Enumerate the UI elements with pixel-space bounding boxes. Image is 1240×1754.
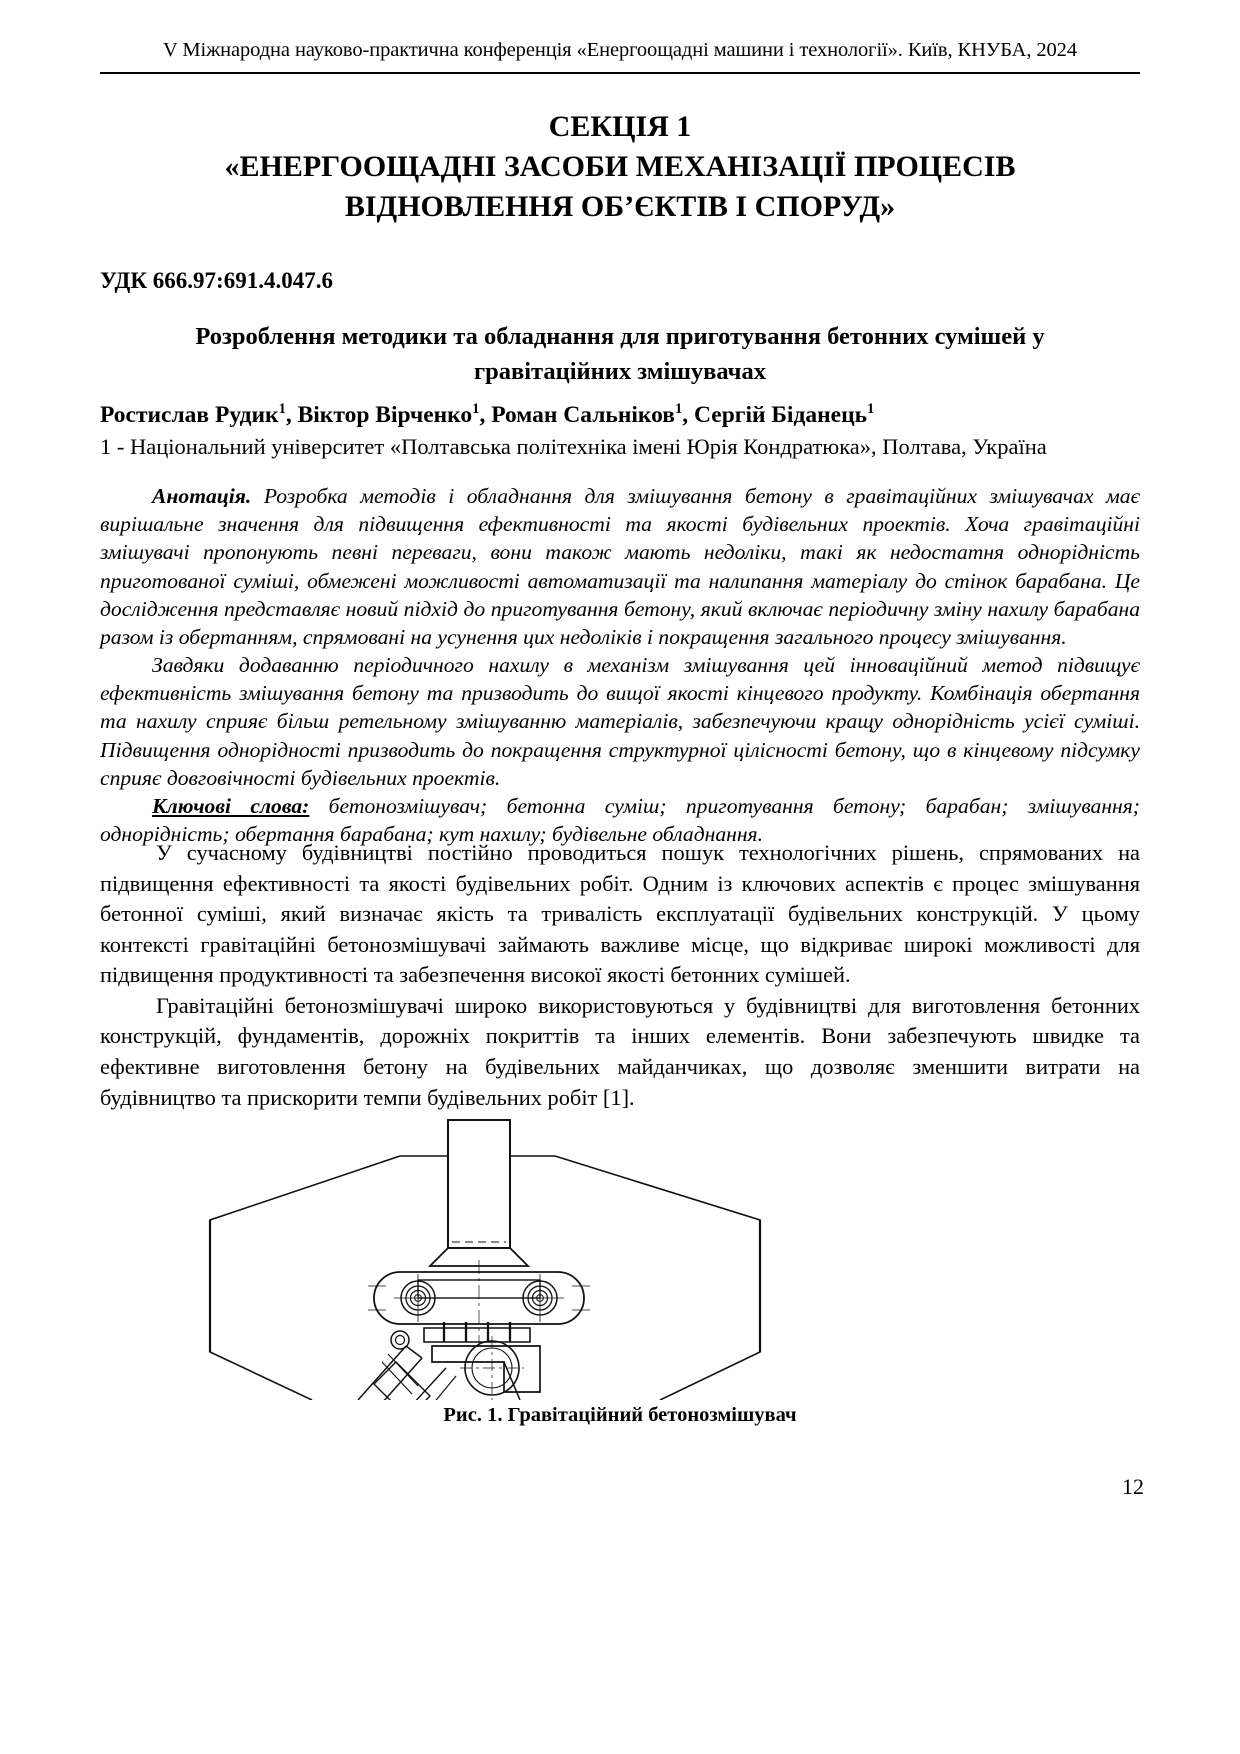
udk-code: УДК 666.97:691.4.047.6 [100, 268, 333, 293]
section-heading-line-3: ВІДНОВЛЕННЯ ОБ’ЄКТІВ І СПОРУД» [344, 190, 896, 224]
figure-1 [100, 1100, 1140, 1427]
page-number: 12 [1122, 1474, 1144, 1499]
keywords-text: бетонозмішувач; бетонна суміш; приготування бетону; барабан; змішування; однорідність; обертання барабана; кут нахилу; будівельне обладнання. [100, 793, 1140, 847]
abstract-block [100, 482, 1140, 848]
body-text-block [100, 838, 1140, 1113]
figure-caption: Рис. 1. Гравітаційний бетонозмішувач [443, 1404, 797, 1426]
author-name: Ростислав Рудик [100, 402, 279, 428]
article-title-line-1: Розроблення методики та обладнання для приготування бетонних сумішей у [195, 323, 1045, 350]
body-paragraph-2: Гравітаційні бетонозмішувачі широко використовуються у будівництві для виготовлення бетонних конструкцій, фундаментів, дорожніх покриттів та інших елементів. Вони забезпечують швидке та ефективне виготовлення бетону на будівельних майданчиках, що дозволяє зменшити витрати на будівництво та прискорити темпи будівельних робіт [1]. [100, 992, 1140, 1110]
affiliation-line [100, 432, 1160, 461]
abstract-paragraph-1 [100, 482, 1140, 651]
keywords-label: Ключові слова: [152, 793, 310, 818]
abstract-label: Анотація. [152, 484, 252, 508]
author-affiliation-marker: 1 [278, 401, 286, 418]
author-affiliation-marker: 1 [472, 401, 480, 418]
gravity-concrete-mixer-drawing [100, 1100, 1140, 1400]
running-header: V Міжнародна науково-практична конференція «Енергоощадні машини і технології». Київ, КНУБА, 2024 [163, 39, 1077, 61]
affiliation-index: 1 - [100, 434, 130, 459]
article-title-line-2: гравітаційних змішувачах [473, 357, 766, 385]
header-divider [100, 72, 1140, 74]
section-heading [120, 107, 1120, 228]
affiliation-text: Національний університет «Полтавська політехніка імені Юрія Кондратюка», Полтава, Україна [130, 434, 1047, 459]
section-heading-line-2: «ЕНЕРГООЩАДНІ ЗАСОБИ МЕХАНІЗАЦІЇ ПРОЦЕСІВ [224, 150, 1016, 184]
abstract-paragraph-1-text: Розробка методів і обладнання для змішування бетону в гравітаційних змішувачах має вирішальне значення для підвищення ефективності та якості будівельних проектів. Хоча гравітаційні змішувачі пропонують певні переваги, вони також мають недоліки, такі як недостатня однорідність приготованої суміші, обмежені можливості автоматизації та налипання матеріалу до стінок барабана. Це дослідження представляє новий підхід до приготування бетону, який включає періодичну зміну нахилу барабана разом із обертанням, спрямовані на усунення цих недоліків і покращення загального процесу змішування. [100, 484, 1140, 649]
abstract-paragraph-2: Завдяки додаванню періодичного нахилу в механізм змішування цей інноваційний метод підвищує ефективність змішування бетону та призводить до вищої якості кінцевого продукту. Комбінація обертання та нахилу сприяє більш ретельному змішуванню матеріалів, забезпечуючи кращу однорідність усієї суміші. Підвищення однорідності призводить до покращення структурної цілісності бетону, що в кінцевому підсумку сприяє довговічності будівельних проектів. [100, 653, 1140, 790]
author-name: Роман Сальніков [491, 402, 675, 428]
author-affiliation-marker: 1 [674, 401, 683, 418]
author-list: Ростислав Рудик$^1$, Віктор Вірченко$^1$, Роман Сальніков$^1$, Сергій Біданець$^1$ [100, 401, 875, 428]
section-heading-line-1: СЕКЦІЯ 1 [548, 110, 692, 143]
author-name: Віктор Вірченко [297, 402, 473, 428]
author-name: Сергій Біданець [694, 402, 868, 428]
body-paragraph-1: У сучасному будівництві постійно проводиться пошук технологічних рішень, спрямованих на підвищення ефективності та якості будівельних робіт. Одним із ключових аспектів є процес змішування бетонної суміші, який визначає якість та тривалість експлуатації будівельних конструкцій. У цьому контексті гравітаційні бетонозмішувачі займають важливе місце, що відкриває широкі можливості для підвищення продуктивності та забезпечення високої якості бетонних сумішей. [100, 840, 1140, 988]
author-affiliation-marker: 1 [867, 401, 875, 418]
article-title [100, 320, 1140, 390]
